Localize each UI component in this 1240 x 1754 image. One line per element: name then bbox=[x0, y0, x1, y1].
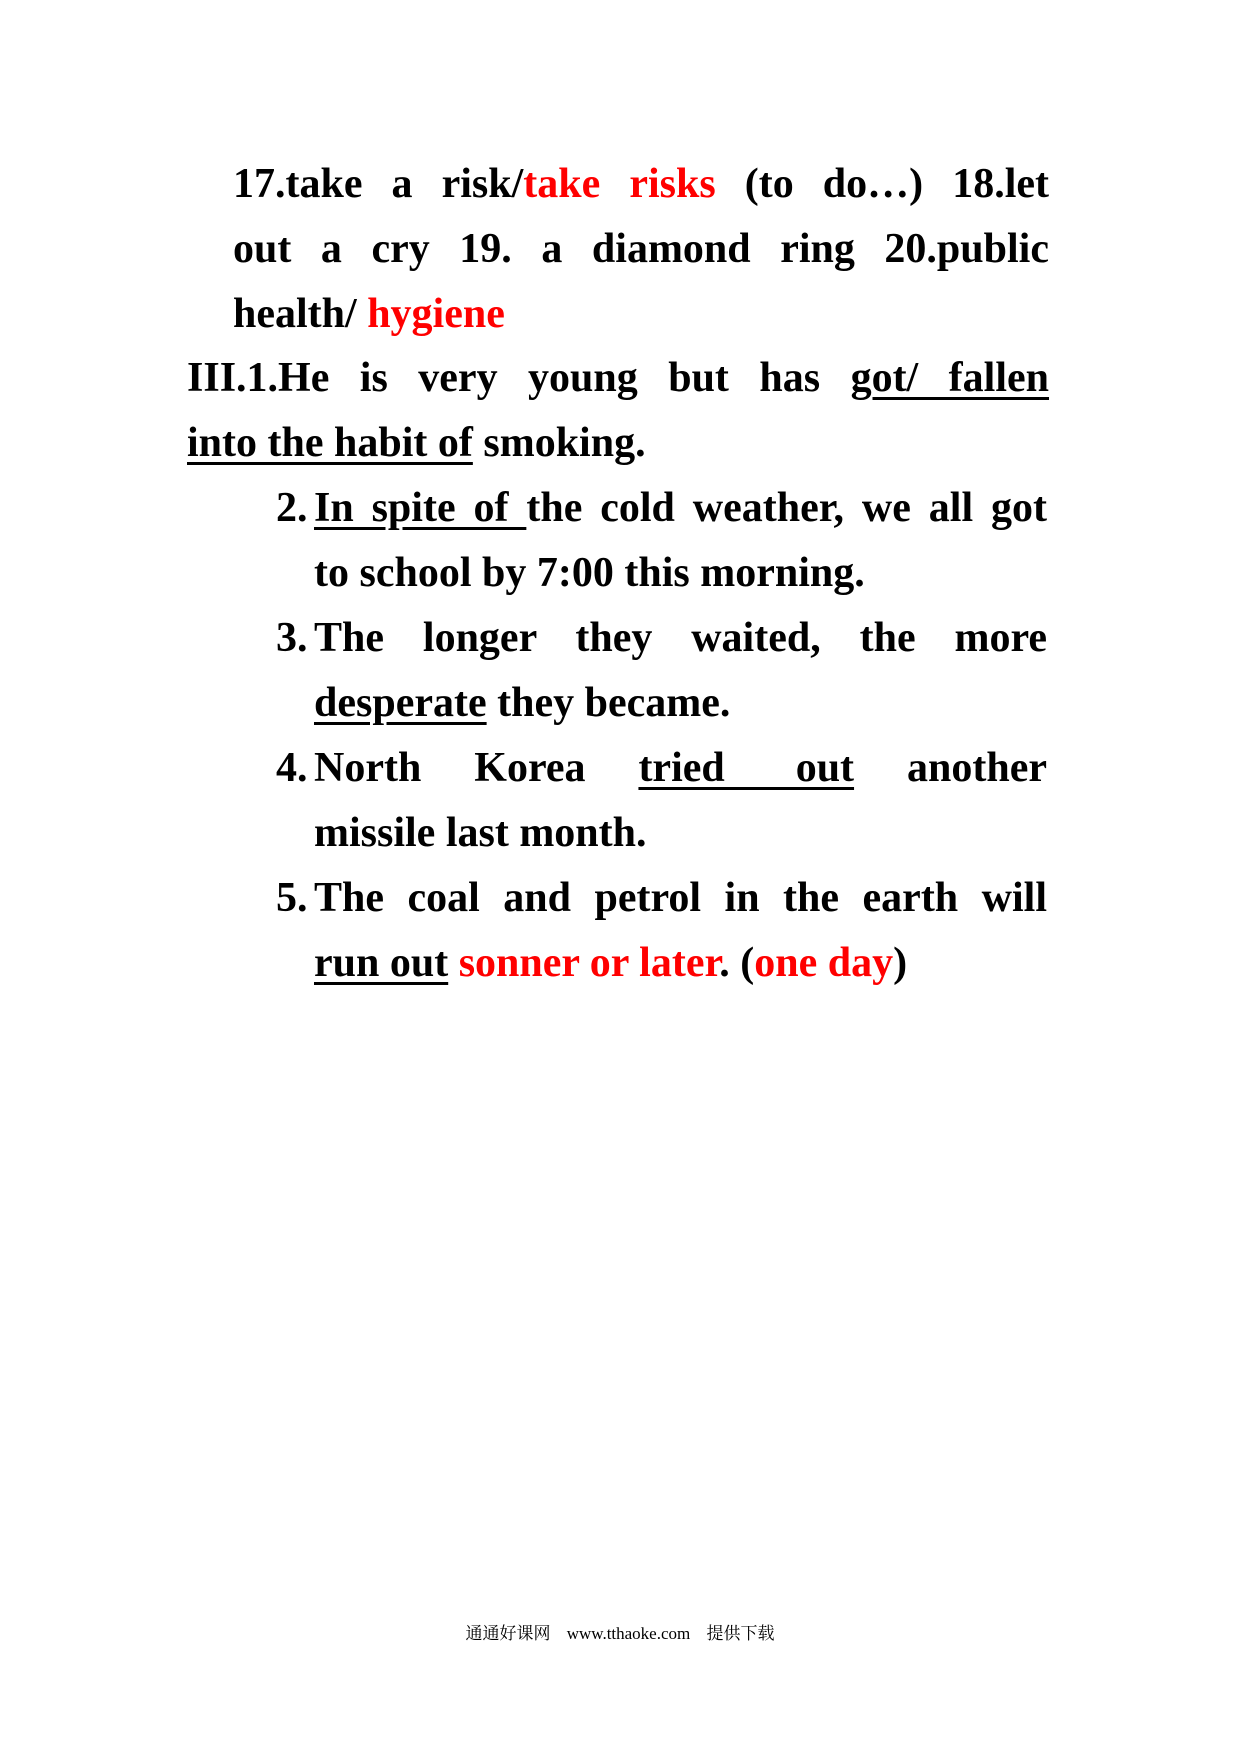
phrase-17-answer: take risks bbox=[523, 161, 716, 207]
translation-item-5 bbox=[276, 866, 1049, 996]
item-1-line-1 bbox=[187, 346, 1049, 411]
item-4-line-1 bbox=[314, 736, 1047, 801]
phrase-answers-block bbox=[233, 152, 1049, 347]
item-3-line-2 bbox=[314, 671, 1047, 736]
footer-site-name: 通通好课网 bbox=[465, 1624, 551, 1643]
item-3-text: they became. bbox=[486, 680, 731, 726]
item-2-text: the cold weather, we all got bbox=[526, 485, 1047, 531]
item-5-alternative: one day bbox=[754, 940, 894, 986]
item-4-answer: tried out bbox=[638, 745, 855, 791]
phrase-line-2: out a cry 19. a diamond ring 20.public bbox=[233, 226, 1049, 272]
translation-item-4 bbox=[276, 736, 1049, 866]
item-3-line-1: The longer they waited, the more bbox=[314, 615, 1047, 661]
phrase-line-3 bbox=[233, 282, 1049, 347]
item-1-text: III.1.He is very young but has bbox=[187, 355, 851, 401]
item-4-line-2: missile last month. bbox=[314, 810, 647, 856]
phrase-20-answer: hygiene bbox=[367, 291, 505, 337]
item-2-answer: In spite of bbox=[314, 485, 527, 531]
phrase-20-text: health/ bbox=[233, 291, 368, 337]
item-5-punct: . ( bbox=[719, 940, 755, 986]
item-2-number: 2. bbox=[276, 485, 308, 531]
item-1-text-end: smoking. bbox=[472, 420, 646, 466]
item-3-number: 3. bbox=[276, 615, 308, 661]
item-4-number: 4. bbox=[276, 745, 308, 791]
phrase-18-text: (to do…) 18.let bbox=[715, 161, 1049, 207]
item-5-line-2 bbox=[314, 931, 1047, 996]
item-1-line-2 bbox=[187, 411, 1049, 476]
footer-url: www.tthaoke.com bbox=[566, 1624, 691, 1643]
item-5-line-1: The coal and petrol in the earth will bbox=[314, 875, 1047, 921]
phrase-line-1 bbox=[233, 152, 1049, 217]
translation-item-3 bbox=[276, 606, 1049, 736]
item-5-number: 5. bbox=[276, 875, 308, 921]
phrase-17-text: 17.take a risk/ bbox=[233, 161, 524, 207]
page-footer bbox=[0, 1622, 1240, 1646]
item-1-answer-b: into the habit of bbox=[187, 420, 473, 466]
footer-download: 提供下载 bbox=[706, 1624, 775, 1643]
item-2-line-2: to school by 7:00 this morning. bbox=[314, 550, 865, 596]
item-4-text: North Korea bbox=[314, 745, 639, 791]
item-5-answer: run out bbox=[314, 940, 449, 986]
item-1-answer-a: got/ fallen bbox=[850, 355, 1050, 401]
item-2-line-1 bbox=[314, 476, 1047, 541]
item-4-text-end: another bbox=[854, 745, 1047, 791]
translation-item-1 bbox=[187, 346, 1049, 476]
item-5-answer-red: sonner or later bbox=[448, 940, 720, 986]
item-3-answer: desperate bbox=[314, 680, 487, 726]
translation-item-2 bbox=[276, 476, 1049, 606]
item-5-close-paren: ) bbox=[893, 940, 908, 986]
